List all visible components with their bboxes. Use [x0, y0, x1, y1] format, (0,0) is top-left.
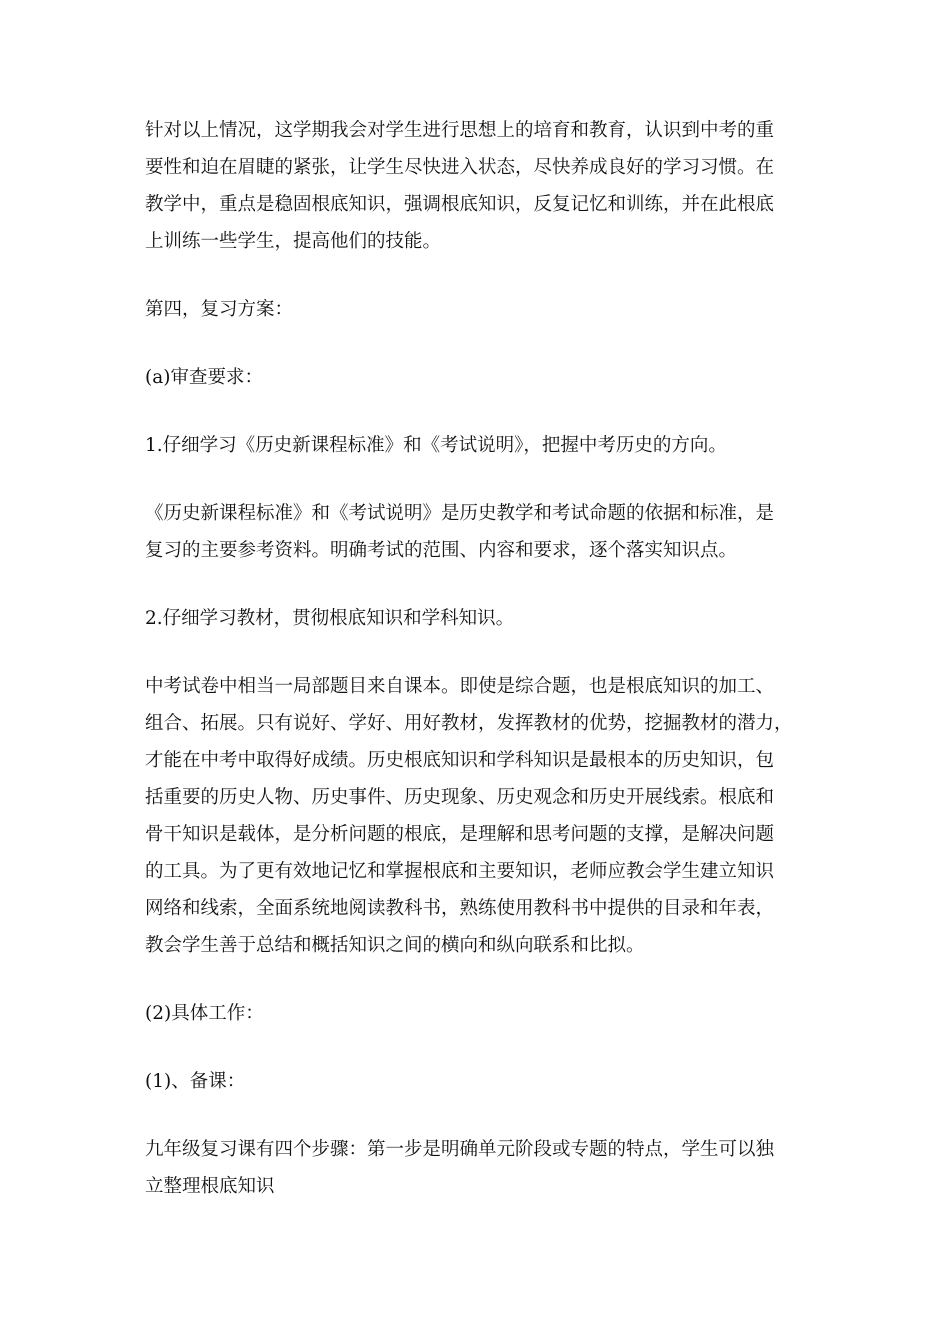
text-line: 网络和线索，全面系统地阅读教科书，熟练使用教科书中提供的目录和年表， — [145, 898, 775, 919]
text-line: 1.仔细学习《历史新课程标准》和《考试说明》，把握中考历史的方向。 — [145, 435, 727, 456]
text-line: 第四，复习方案： — [145, 299, 294, 320]
text-line: 括重要的历史人物、历史事件、历史现象、历史观念和历史开展线索。根底和 — [145, 787, 775, 808]
text-line: (2)具体工作： — [145, 1003, 264, 1024]
text-line: 复习的主要参考资料。明确考试的范围、内容和要求，逐个落实知识点。 — [145, 540, 738, 561]
text-line: 骨干知识是载体，是分析问题的根底，是理解和思考问题的支撑，是解决问题 — [145, 824, 775, 845]
text-line: 立整理根底知识 — [145, 1176, 275, 1197]
text-line: (a)审查要求： — [145, 367, 263, 388]
text-line: 才能在中考中取得好成绩。历史根底知识和学科知识是最根本的历史知识，包 — [145, 750, 775, 771]
subheading-review-requirements — [145, 359, 815, 396]
list-item-study-standards — [145, 427, 815, 464]
text-line: (1)、备课： — [145, 1071, 246, 1092]
text-line: 要性和迫在眉睫的紧张，让学生尽快进入状态，尽快养成良好的学习习惯。在 — [145, 157, 775, 178]
text-line: 《历史新课程标准》和《考试说明》是历史教学和考试命题的依据和标准，是 — [145, 503, 775, 524]
text-line: 中考试卷中相当一局部题目来自课本。即使是综合题，也是根底知识的加工、 — [145, 676, 775, 697]
text-line: 组合、拓展。只有说好、学好、用好教材，发挥教材的优势，挖掘教材的潜力， — [145, 713, 793, 734]
text-line: 针对以上情况，这学期我会对学生进行思想上的培育和教育，认识到中考的重 — [145, 120, 775, 141]
document-body — [145, 112, 815, 1205]
text-line: 2.仔细学习教材，贯彻根底知识和学科知识。 — [145, 608, 515, 629]
section-heading-review-plan — [145, 291, 815, 328]
subheading-specific-work — [145, 995, 815, 1032]
paragraph-textbook-explanation — [145, 668, 815, 964]
list-item-study-textbook — [145, 600, 815, 637]
text-line: 九年级复习课有四个步骤：第一步是明确单元阶段或专题的特点，学生可以独 — [145, 1139, 775, 1160]
paragraph-standards-explanation — [145, 495, 815, 569]
subheading-lesson-prep — [145, 1063, 815, 1100]
text-line: 上训练一些学生，提高他们的技能。 — [145, 231, 442, 252]
paragraph-review-steps — [145, 1131, 815, 1205]
paragraph-intro — [145, 112, 815, 260]
text-line: 教学中，重点是稳固根底知识，强调根底知识，反复记忆和训练，并在此根底 — [145, 194, 775, 215]
text-line: 教会学生善于总结和概括知识之间的横向和纵向联系和比拟。 — [145, 935, 645, 956]
text-line: 的工具。为了更有效地记忆和掌握根底和主要知识，老师应教会学生建立知识 — [145, 861, 775, 882]
